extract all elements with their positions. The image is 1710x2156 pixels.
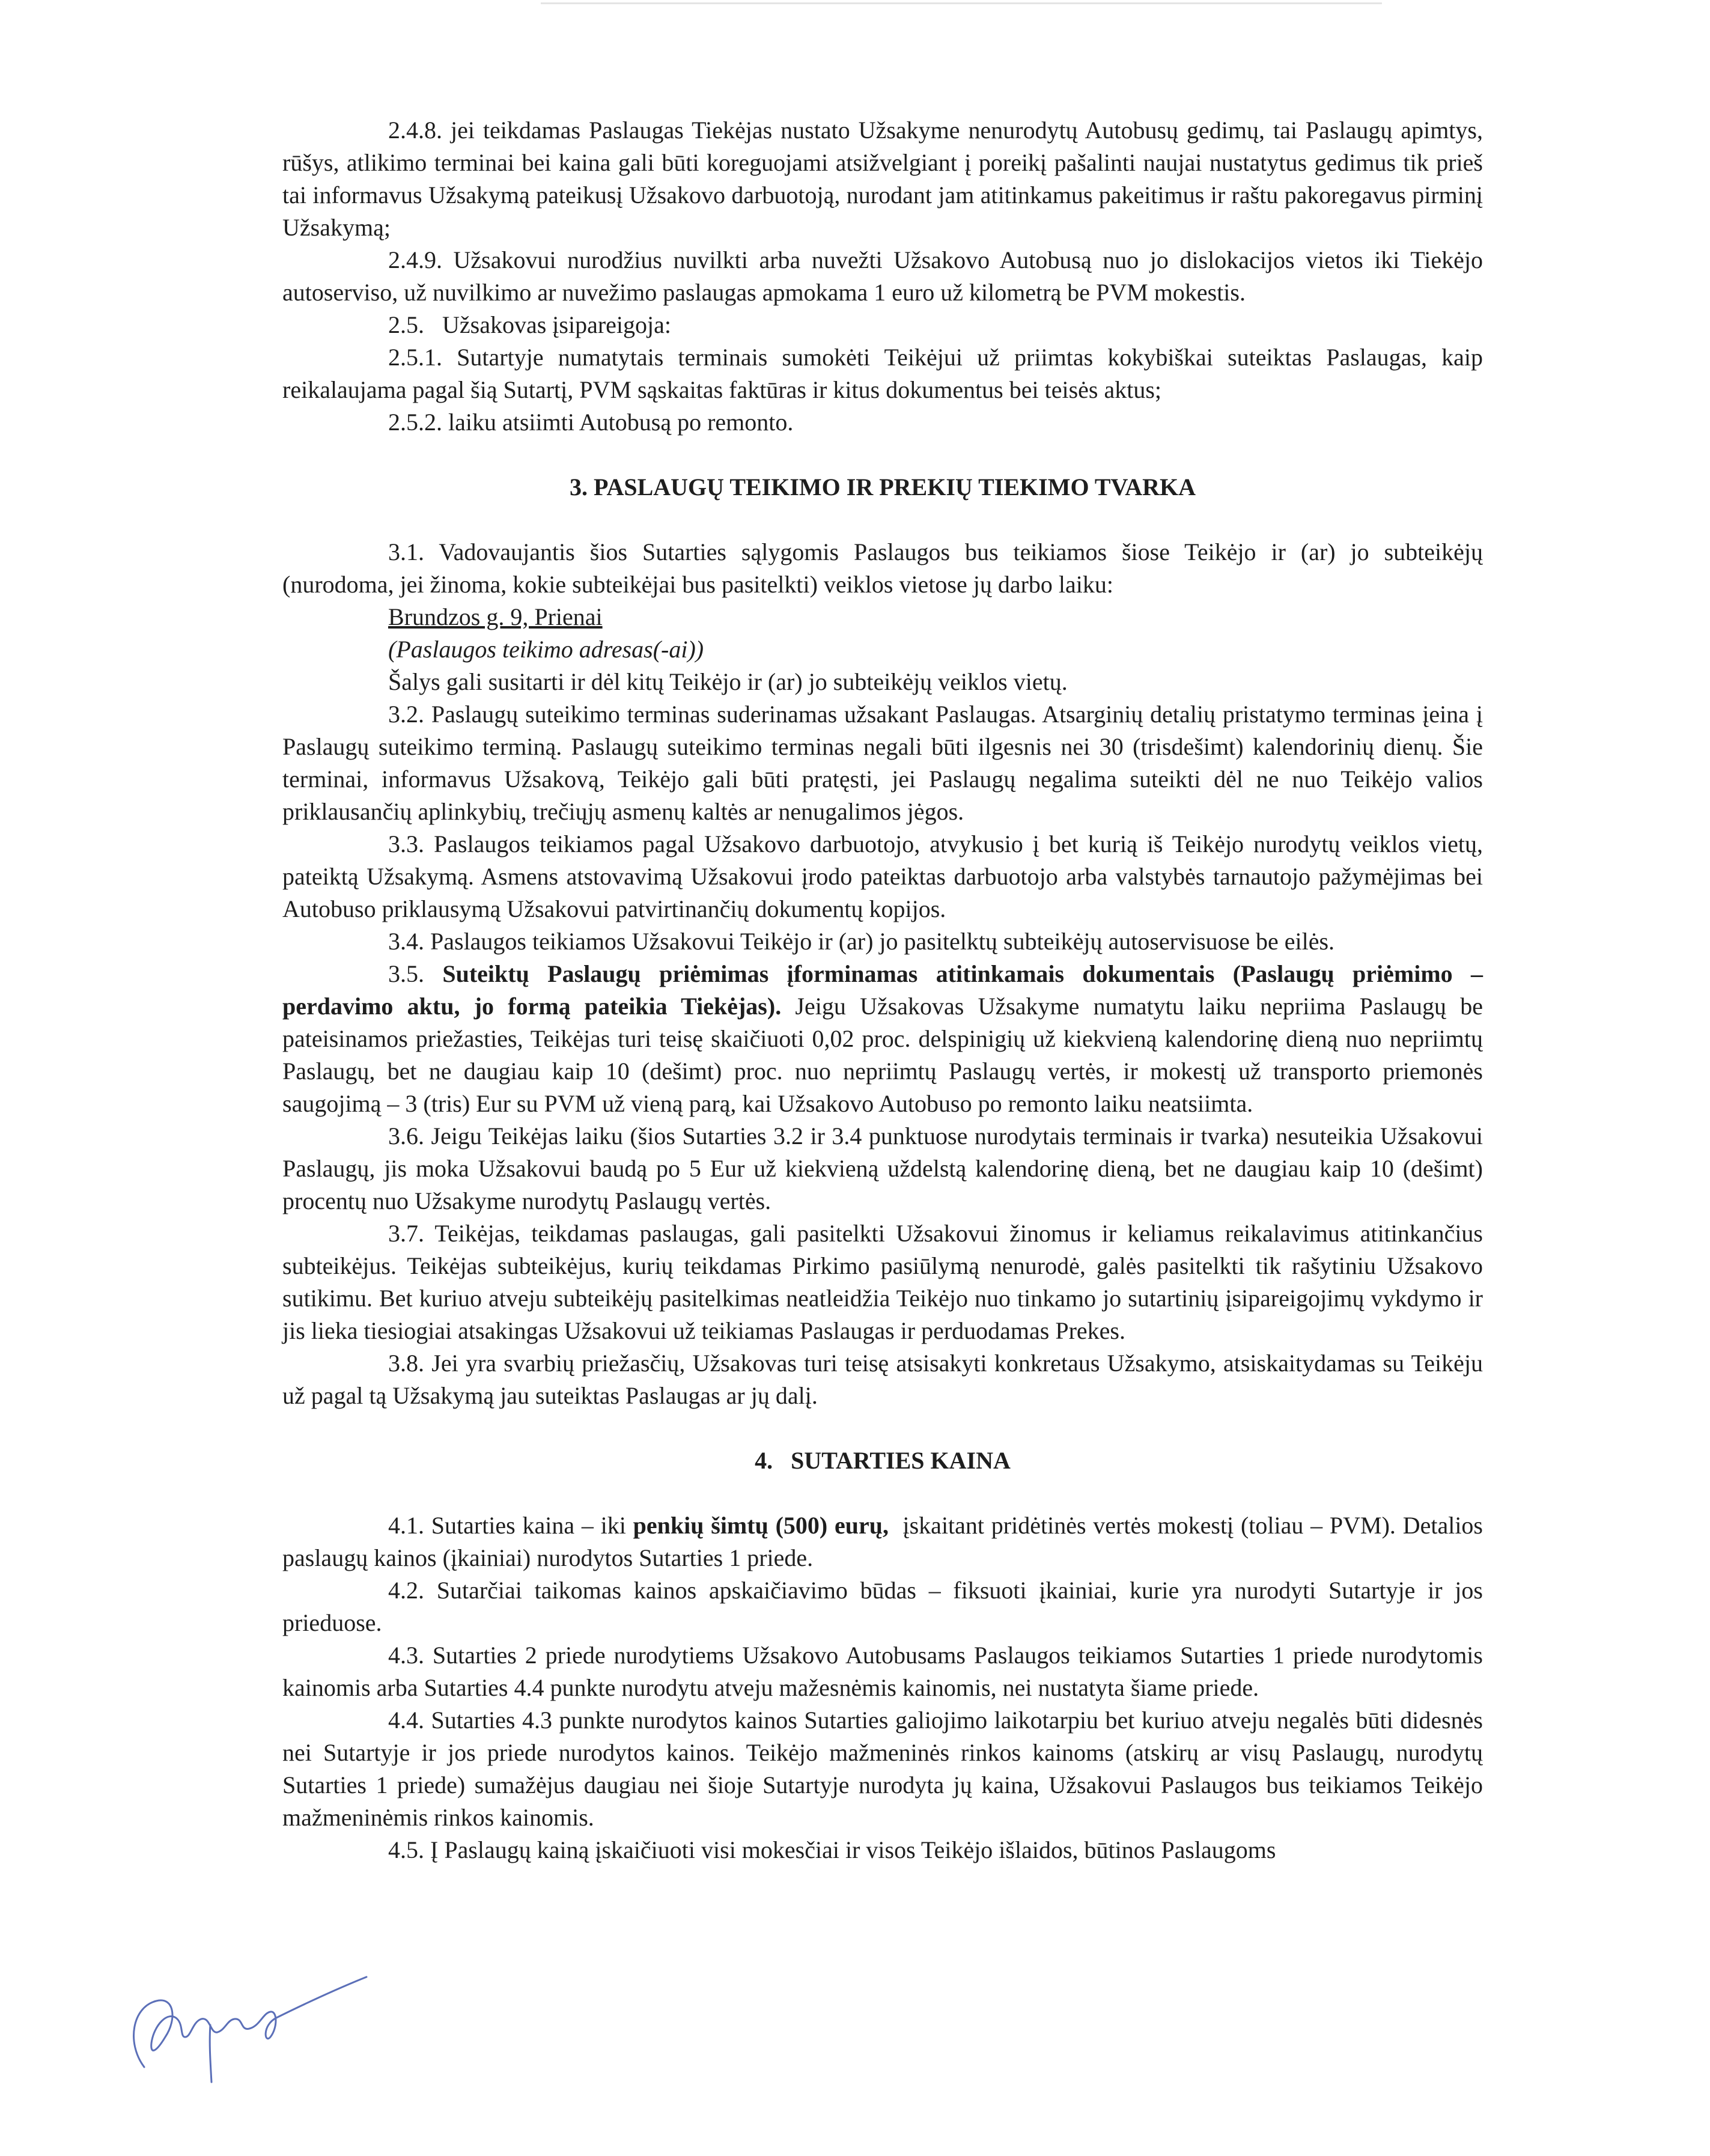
paragraph-2-5: 2.5. Užsakovas įsipareigoja:: [388, 311, 671, 338]
paragraph-3-7: 3.7. Teikėjas, teikdamas paslaugas, gali pasitelkti Užsakovui žinomus ir keliamus reikalavimus atitinkančius subteikėjus. Teikėjas subteikėjus, kurių teikdamas Pirkimo pasiūlymą nenurodė, galės pasitelkti tik rašytiniu Užsakovo sutikimu. Bet kuriuo atveju subteikėjų pasitelkimas neatleidžia Teikėjo nuo tinkamo jo sutartinių įsipareigojimų vykdymo ir jis lieka tiesiogiai atsakingas Užsakovui už teikiamas Paslaugas ir perduodamas Prekes.: [282, 1220, 1483, 1344]
paragraph-4-3: 4.3. Sutarties 2 priede nurodytiems Užsakovo Autobusams Paslaugos teikiamos Sutarties 1 priede nurodytomis kainomis arba Sutarties 4.4 punkte nurodytu atveju mažesnėmis kainomis, nei nustatyta šiame priede.: [282, 1642, 1483, 1701]
paragraph-2-5-1: 2.5.1. Sutartyje numatytais terminais sumokėti Teikėjui už priimtas kokybiškai suteiktas Paslaugas, kaip reikalaujama pagal šią Sutartį, PVM sąskaitas faktūras ir kitus dokumentus bei teisės aktus;: [282, 344, 1483, 403]
paragraph-2-5-2: 2.5.2. laiku atsiimti Autobusą po remonto.: [388, 409, 794, 436]
paragraph-4-4: 4.4. Sutarties 4.3 punkte nurodytos kainos Sutarties galiojimo laikotarpiu bet kuriuo atveju negalės būti didesnės nei Sutartyje ir jos priede nurodytos kainos. Teikėjo mažmeninės rinkos kainoms (atskirų ar visų Paslaugų, nurodytų Sutarties 1 priede) sumažėjus daugiau nei šioje Sutartyje nurodyta jų kaina, Užsakovui Paslaugos bus teikiamos Teikėjo mažmeninėmis rinkos kainomis.: [282, 1707, 1483, 1831]
paragraph-3-5: [282, 958, 1483, 1120]
paragraph-4-1-bold: penkių šimtų (500) eurų,: [633, 1512, 889, 1539]
paragraph-3-3: 3.3. Paslaugos teikiamos pagal Užsakovo darbuotojo, atvykusio į bet kurią iš Teikėjo nurodytų veiklos vietų, pateiktą Užsakymą. Asmens atstovavimą Užsakovui įrodo pateiktas darbuotojo arba valstybės tarnautojo pažymėjimas bei Autobuso priklausymą Užsakovui patvirtinančių dokumentų kopijos.: [282, 830, 1483, 922]
paragraph-2-4-9: 2.4.9. Užsakovui nurodžius nuvilkti arba nuvežti Užsakovo Autobusą nuo jo dislokacijos vietos iki Tiekėjo autoserviso, už nuvilkimo ar nuvežimo paslaugas apmokama 1 euro už kilometrą be PVM mokestis.: [282, 246, 1483, 306]
document-page: [282, 114, 1489, 1866]
section-4-heading: 4. SUTARTIES KAINA: [755, 1447, 1011, 1474]
scan-artifact-line: [541, 2, 1382, 4]
section-3-heading: 3. PASLAUGŲ TEIKIMO IR PREKIŲ TIEKIMO TVARKA: [569, 474, 1196, 501]
paragraph-3-5-bold: Suteiktų Paslaugų priėmimas įforminamas atitinkamais dokumentais (Paslaugų priėmimo – perdavimo aktu, jo formą pateikia Tiekėjas).: [282, 960, 1483, 1020]
paragraph-3-8: 3.8. Jei yra svarbių priežasčių, Užsakovas turi teisę atsisakyti konkretaus Užsakymo, atsiskaitydamas su Teikėju už pagal tą Užsakymą jau suteiktas Paslaugas ar jų dalį.: [282, 1350, 1483, 1409]
paragraph-4-5: 4.5. Į Paslaugų kainą įskaičiuoti visi mokesčiai ir visos Teikėjo išlaidos, būtinos Paslaugoms: [388, 1836, 1276, 1863]
paragraph-3-4: 3.4. Paslaugos teikiamos Užsakovui Teikėjo ir (ar) jo pasitelktų subteikėjų autoservisuose be eilės.: [388, 928, 1335, 955]
paragraph-4-1-start: 4.1. Sutarties kaina – iki: [388, 1512, 633, 1539]
paragraph-3-1-b: Šalys gali susitarti ir dėl kitų Teikėjo ir (ar) jo subteikėjų veiklos vietų.: [388, 668, 1068, 695]
paragraph-4-2: 4.2. Sutarčiai taikomas kainos apskaičiavimo būdas – fiksuoti įkainiai, kurie yra nurodyti Sutartyje ir jos prieduose.: [282, 1577, 1483, 1636]
paragraph-3-5-rest: Jeigu Užsakovas Užsakyme numatytu laiku nepriima Paslaugų be pateisinamos priežasties, Teikėjas turi teisę skaičiuoti 0,02 proc. delspinigių už kiekvieną kalendorinę dieną nuo nepriimtų Paslaugų, bet ne daugiau kaip 10 (dešimt) proc. nuo nepriimtų Paslaugų vertės, ir mokestį už transporto priemonės saugojimą – 3 (tris) Eur su PVM už vieną parą, kai Užsakovo Autobuso po remonto laiku neatsiimta.: [282, 993, 1483, 1117]
paragraph-3-5-number: 3.5.: [388, 960, 443, 987]
paragraph-3-6: 3.6. Jeigu Teikėjas laiku (šios Sutarties 3.2 ir 3.4 punktuose nurodytais terminais ir tvarka) nesuteikia Užsakovui Paslaugų, jis moka Užsakovui baudą po 5 Eur už kiekvieną uždelstą kalendorinę dieną, bet ne daugiau kaip 10 (dešimt) procentų nuo Užsakyme nurodytų Paslaugų vertės.: [282, 1122, 1483, 1214]
paragraph-3-1: 3.1. Vadovaujantis šios Sutarties sąlygomis Paslaugos bus teikiamos šiose Teikėjo ir (ar) jo subteikėjų (nurodoma, jei žinoma, kokie subteikėjai bus pasitelkti) veiklos vietose jų darbo laiku:: [282, 538, 1483, 598]
paragraph-4-1: [282, 1509, 1489, 1574]
paragraph-3-2: 3.2. Paslaugų suteikimo terminas suderinamas užsakant Paslaugas. Atsarginių detalių pristatymo terminas įeina į Paslaugų suteikimo terminą. Paslaugų suteikimo terminas negali būti ilgesnis nei 30 (trisdešimt) kalendorinių dienų. Šie terminai, informavus Užsakovą, Teikėjo gali būti pratęsti, jei Paslaugų negalima suteikti dėl ne nuo Teikėjo valios priklausančių aplinkybių, trečiųjų asmenų kaltės ar nenugalimos jėgos.: [282, 701, 1483, 825]
service-address-caption: (Paslaugos teikimo adresas(-ai)): [388, 636, 704, 663]
paragraph-4-1-rest: įskaitant pridėtinės vertės mokestį (toliau – PVM). Detalios paslaugų kainos (įkainiai) nurodytos Sutarties 1 priede.: [282, 1512, 1489, 1571]
handwritten-signature: [120, 1953, 373, 2085]
service-address: Brundzos g. 9, Prienai: [388, 603, 603, 630]
paragraph-2-4-8: 2.4.8. jei teikdamas Paslaugas Tiekėjas nustato Užsakyme nenurodytų Autobusų gedimų, tai Paslaugų apimtys, rūšys, atlikimo terminai bei kaina gali būti koreguojami atsižvelgiant į poreikį pašalinti naujai nustatytus gedimus tik prieš tai informavus Užsakymą pateikusį Užsakovo darbuotoją, nurodant jam atitinkamus pakeitimus ir raštu pakoregavus pirminį Užsakymą;: [282, 117, 1483, 241]
